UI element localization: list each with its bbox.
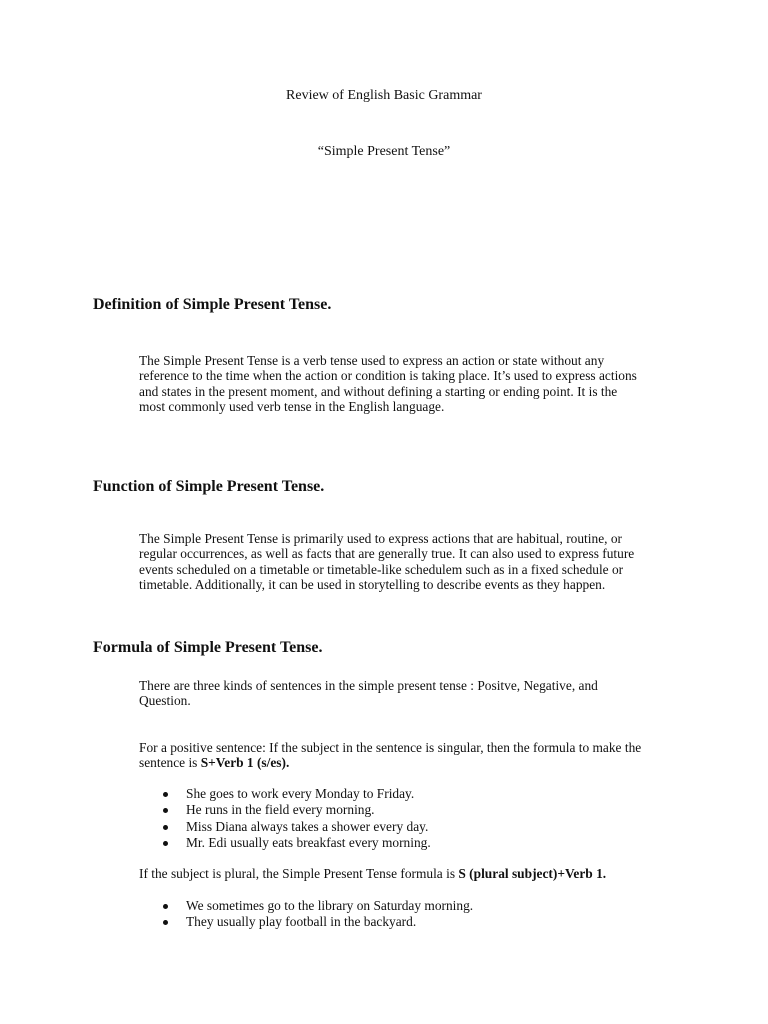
paragraph-line: Question. bbox=[139, 693, 191, 709]
paragraph-line: most commonly used verb tense in the English language. bbox=[139, 398, 445, 414]
example-sentence: Mr. Edi usually eats breakfast every morning. bbox=[186, 835, 431, 851]
function-heading: Function of Simple Present Tense. bbox=[93, 478, 325, 495]
bullet-icon bbox=[163, 904, 168, 909]
formula-intro-paragraph bbox=[139, 678, 679, 709]
example-sentence: She goes to work every Monday to Friday. bbox=[186, 786, 415, 801]
document-subtitle: “Simple Present Tense” bbox=[317, 144, 451, 159]
bullet-icon bbox=[163, 920, 168, 925]
plural-examples-list bbox=[139, 898, 473, 931]
function-paragraph bbox=[139, 531, 679, 592]
list-item bbox=[139, 835, 431, 851]
bullet-icon bbox=[163, 792, 168, 797]
list-item bbox=[139, 914, 473, 930]
formula-lead-text: sentence is bbox=[139, 755, 201, 771]
bullet-icon bbox=[163, 808, 168, 813]
paragraph-line: For a positive sentence: If the subject in the sentence is singular, then the formula to make the bbox=[139, 740, 642, 755]
paragraph-line: There are three kinds of sentences in the simple present tense : Positve, Negative, and bbox=[139, 678, 598, 693]
bullet-icon bbox=[163, 825, 168, 830]
paragraph-line: The Simple Present Tense is primarily used to express actions that are habitual, routine, or bbox=[139, 531, 622, 546]
example-sentence: He runs in the field every morning. bbox=[186, 802, 375, 818]
plural-sentence-paragraph bbox=[139, 866, 679, 881]
example-sentence: Miss Diana always takes a shower every day. bbox=[186, 818, 429, 834]
bullet-icon bbox=[163, 841, 168, 846]
paragraph-line: events scheduled on a timetable or timetable-like schedulem such as in a fixed schedule or bbox=[139, 561, 624, 577]
document-title: Review of English Basic Grammar bbox=[286, 88, 482, 103]
list-item bbox=[139, 819, 431, 835]
paragraph-line: and states in the present moment, and without defining a starting or ending point. It is the bbox=[139, 383, 618, 399]
list-item bbox=[139, 802, 431, 818]
definition-heading: Definition of Simple Present Tense. bbox=[93, 296, 332, 313]
paragraph-line: timetable. Additionally, it can be used in storytelling to describe events as they happen. bbox=[139, 576, 606, 592]
formula-heading: Formula of Simple Present Tense. bbox=[93, 639, 323, 656]
plural-lead-text: If the subject is plural, the Simple Present Tense formula is bbox=[139, 866, 459, 881]
paragraph-line: The Simple Present Tense is a verb tense used to express an action or state without any bbox=[139, 353, 605, 368]
plural-formula: S (plural subject)+Verb 1. bbox=[458, 866, 607, 881]
paragraph-line bbox=[139, 755, 679, 770]
definition-paragraph bbox=[139, 353, 679, 414]
singular-formula: S+Verb 1 (s/es). bbox=[200, 755, 290, 771]
positive-sentence-paragraph bbox=[139, 740, 679, 771]
example-sentence: We sometimes go to the library on Saturday morning. bbox=[186, 898, 474, 913]
list-item bbox=[139, 898, 473, 914]
example-sentence: They usually play football in the backyard. bbox=[186, 914, 417, 930]
singular-examples-list bbox=[139, 786, 431, 852]
list-item bbox=[139, 786, 431, 802]
paragraph-line: regular occurrences, as well as facts that are generally true. It can also used to express future bbox=[139, 546, 635, 562]
paragraph-line: reference to the time when the action or condition is taking place. It’s used to express actions bbox=[139, 368, 637, 384]
